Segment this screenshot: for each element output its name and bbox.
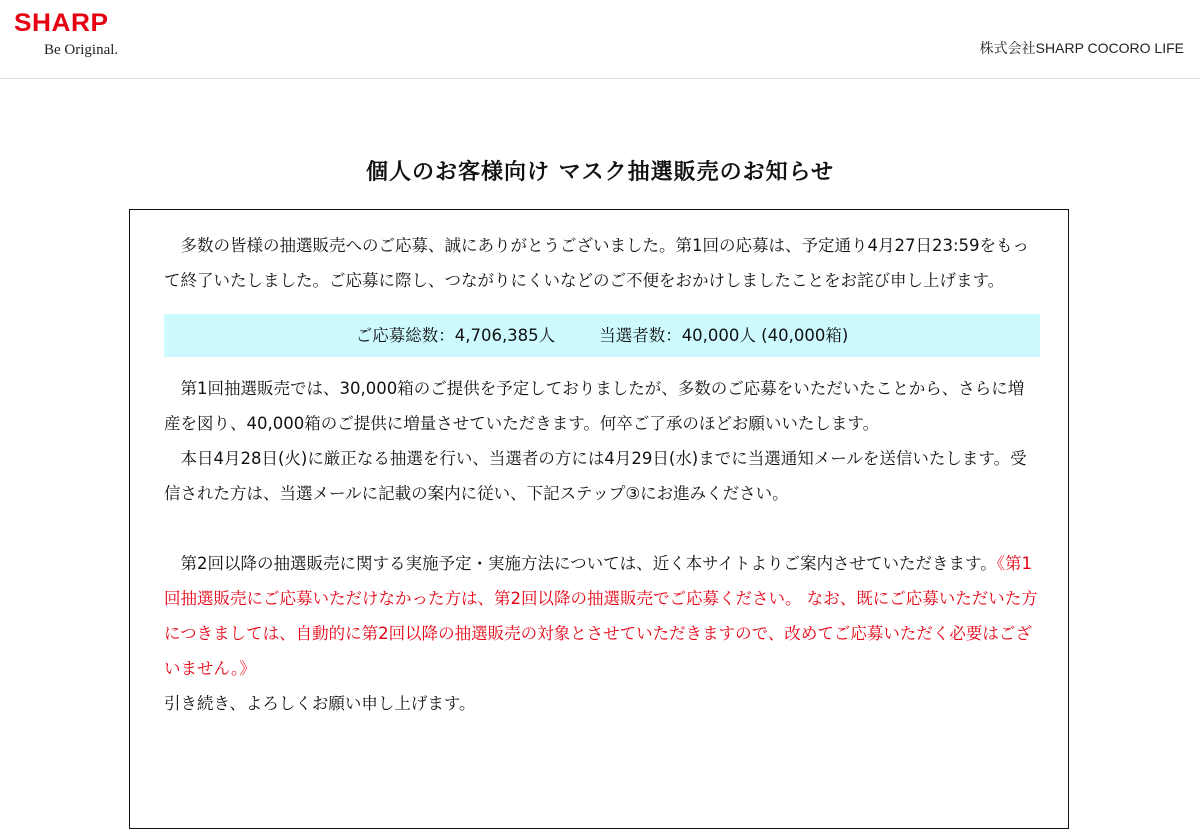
- application-stats-banner: [164, 314, 1040, 357]
- next-lottery-paragraph: [164, 546, 1040, 686]
- lottery-schedule-paragraph: 本日4月28日(火)に厳正なる抽選を行い、当選者の方には4月29日(水)までに当選通知メールを送信いたします。受信された方は、当選メールに記載の案内に従い、下記ステップ③にお進みください。: [164, 449, 1027, 503]
- total-winners: 当選者数：40,000人 (40,000箱): [599, 326, 849, 345]
- notice-box: [129, 209, 1069, 829]
- page-title: 個人のお客様向け マスク抽選販売のお知らせ: [365, 159, 834, 185]
- site-header: [0, 0, 1200, 79]
- notice-content: [164, 228, 1040, 721]
- next-lottery-warning: 《第1回抽選販売にご応募いただけなかった方は、第2回以降の抽選販売でご応募ください。 なお、既にご応募いただいた方につきましては、自動的に第2回以降の抽選販売の対象とさせていただきますので、改めてご応募いただく必要はございません。》: [164, 554, 1038, 678]
- logo-wordmark: SHARP: [14, 9, 109, 37]
- closing-line: 引き続き、よろしくお願い申し上げます。: [164, 694, 476, 713]
- logo-tagline: Be Original.: [44, 42, 119, 58]
- total-applicants: ご応募総数：4,706,385人: [355, 326, 556, 345]
- supply-increase-paragraph: 第1回抽選販売では、30,000箱のご提供を予定しておりましたが、多数のご応募をいただいたことから、さらに増産を図り、40,000箱のご提供に増量させていただきます。何卒ご了承のほどお願いいたします。: [164, 379, 1025, 433]
- sharp-logo[interactable]: [14, 10, 154, 70]
- intro-paragraph: 多数の皆様の抽選販売へのご応募、誠にありがとうございました。第1回の応募は、予定通り4月27日23:59をもって終了いたしました。ご応募に際し、つながりにくいなどのご不便をおかけしましたことをお詫び申し上げます。: [164, 236, 1030, 290]
- paragraph-spacer: [164, 511, 1040, 546]
- company-name: 株式会社SHARP COCORO LIFE: [979, 40, 1184, 56]
- next-lottery-lead: 第2回以降の抽選販売に関する実施予定・実施方法については、近く本サイトよりご案内させていただきます。: [180, 554, 997, 573]
